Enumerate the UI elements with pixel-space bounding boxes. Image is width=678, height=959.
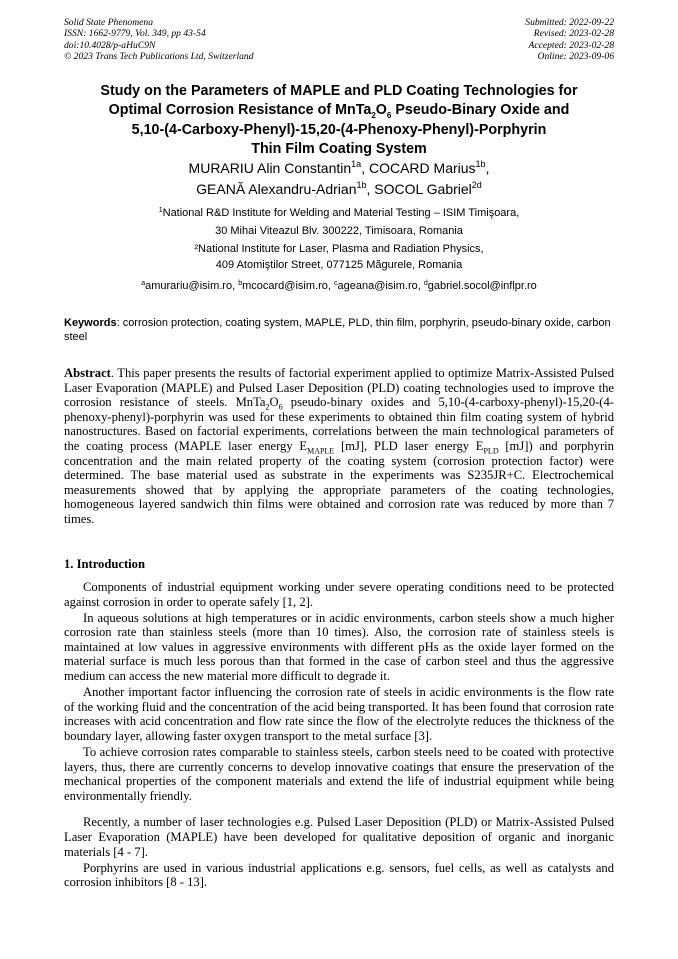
paragraph: Another important factor influencing the corrosion rate of steels in acidic environments is the flow rate of the working fluid and the concentration of the acid being transported. It has been found that corrosion rate increases with acid concentration and flow rate since the flow of the electrolyte reduces the thickness of the boundary layer, allowing faster oxygen transport to the metal surface [3]. bbox=[64, 685, 614, 743]
abstract-label: Abstract bbox=[64, 366, 111, 380]
journal-copyright: © 2023 Trans Tech Publications Ltd, Switzerland bbox=[64, 50, 254, 62]
affiliation-1: $^1$National R&D Institute for Welding and Material Testing – ISIM Timişoara, 30 Mihai Viteazul Blv. 300222, Timisoara, Romania bbox=[158, 207, 520, 237]
paragraph: To achieve corrosion rates comparable to stainless steels, carbon steels need to be coated with protective layers, thus, there are currently concerns to develop innovative coatings that ensure the preservation of the mechanical properties of the component materials and extend the life of industrial equipment while being environmentally friendly. bbox=[64, 745, 614, 803]
journal-issn: ISSN: 1662-9779, Vol. 349, pp 43-54 bbox=[64, 28, 206, 40]
author-line: MURARIU Alin Constantin$^{1a}$, COCARD Marius$^{1b}$, bbox=[188, 159, 490, 176]
author-name: GEANĂ Alexandru-Adrian bbox=[196, 181, 357, 197]
paragraph: Components of industrial equipment working under severe operating conditions need to be protected against corrosion in order to operate safely [1, 2]. bbox=[64, 580, 614, 609]
keywords-label: Keywords bbox=[64, 317, 117, 329]
abstract-section: Abstract. This paper presents the results of factorial experiment applied to optimize Matrix-Assisted Pulsed Laser Evaporation (MAPLE) and Pulsed Laser Deposition (PLD) coating technologies used to improve the corrosion resistance of steels. $MnTa_2O_6$ pseudo-binary oxides and 5,10-(4-carboxy-phenyl)-15,20-(4-phenoxy-phenyl)-porphyrin was used for these experiments to obtained thin film coating system of hybrid nanostructures. Based on factorial experiments, correlations between the main technological parameters of the coating process (MAPLE laser energy $E_{MAPLE}$ [mJ], PLD laser energy $E_{PLD}$ [mJ]) and porphyrin concentration and the main related property of the coating system (corrosion protection factor) were determined. The base material used as substrate in the experiments was S235JR+C. Electrochemical measurements showed that by applying the appropriate parameters of the coating technologies, homogeneous layered sandwich thin films were obtained and corrosion rate was reduced by more than 7 times. bbox=[64, 366, 614, 526]
affiliation-2: ²National Institute for Laser, Plasma and Radiation Physics, 409 Atomiştilor Street, 077125 Măgurele, Romania bbox=[194, 243, 484, 271]
paragraph: Recently, a number of laser technologies e.g. Pulsed Laser Deposition (PLD) or Matrix-Assisted Pulsed Laser Evaporation (MAPLE) have been developed for qualitative deposition of organic and inorganic materials [4 - 7]. bbox=[64, 815, 614, 859]
section-heading: 1. Introduction bbox=[64, 557, 145, 571]
author-affil-sup: 1a bbox=[351, 159, 362, 169]
author-line: GEANĂ Alexandru-Adrian$^{1b}$, SOCOL Gabriel$^{2d}$ bbox=[196, 180, 482, 197]
keywords-section bbox=[64, 316, 616, 344]
title-line: Thin Film Coating System bbox=[251, 140, 427, 157]
author-affil-sup: 1b bbox=[475, 159, 486, 169]
email-link[interactable]: amurariu@isim.ro bbox=[145, 280, 233, 292]
title-line: Optimal Corrosion Resistance of $MnTa_2O_6$ Pseudo-Binary Oxide and bbox=[108, 102, 570, 121]
author-name: COCARD Marius bbox=[368, 160, 476, 176]
journal-info bbox=[64, 17, 254, 62]
date-accepted: Accepted: 2023-02-28 bbox=[528, 39, 614, 51]
introduction-body bbox=[64, 580, 614, 891]
publication-dates bbox=[525, 17, 614, 62]
author-list bbox=[40, 159, 638, 201]
date-revised: Revised: 2023-02-28 bbox=[533, 28, 614, 40]
author-name: MURARIU Alin Constantin bbox=[188, 160, 352, 176]
author-affil-sup: 2d bbox=[471, 180, 482, 190]
journal-name: Solid State Phenomena bbox=[64, 17, 153, 28]
paper-title bbox=[40, 82, 638, 159]
email-link[interactable]: ageana@isim.ro bbox=[337, 280, 418, 292]
date-online: Online: 2023-09-06 bbox=[537, 50, 614, 62]
email-link[interactable]: gabriel.socol@inflpr.ro bbox=[427, 280, 537, 292]
journal-doi: doi:10.4028/p-aHuC9N bbox=[64, 39, 156, 51]
paragraph: Porphyrins are used in various industrial applications e.g. sensors, fuel cells, as well as catalysts and corrosion inhibitors [8 - 13]. bbox=[64, 860, 614, 890]
paragraph: In aqueous solutions at high temperatures or in acidic environments, carbon steels show a much higher corrosion rate than stainless steels (more than 10 times). Also, the corrosion rate of stainless steels is maintained at low values in aggressive environments with different pHs as the oxide layer formed on the material surface is much less porous than that formed in the case of carbon steel and thus the aggressive medium can access the new material more difficult to degrade it. bbox=[64, 610, 614, 684]
email-link[interactable]: mcocard@isim.ro bbox=[242, 280, 328, 292]
author-affil-sup: 1b bbox=[356, 180, 367, 190]
keywords-text: : corrosion protection, coating system, MAPLE, PLD, thin film, porphyrin, pseudo-binary oxide, carbon steel bbox=[64, 317, 611, 343]
author-emails: $^a$amurariu@isim.ro, $^b$mcocard@isim.ro, $^c$ageana@isim.ro, $^d$gabriel.socol@inflpr.ro bbox=[141, 280, 537, 292]
date-submitted: Submitted: 2022-09-22 bbox=[525, 17, 614, 28]
title-line: 5,10-(4-Carboxy-Phenyl)-15,20-(4-Phenoxy-Phenyl)-Porphyrin bbox=[131, 121, 547, 138]
author-name: SOCOL Gabriel bbox=[374, 181, 472, 197]
title-line: Study on the Parameters of MAPLE and PLD Coating Technologies for bbox=[100, 83, 578, 99]
